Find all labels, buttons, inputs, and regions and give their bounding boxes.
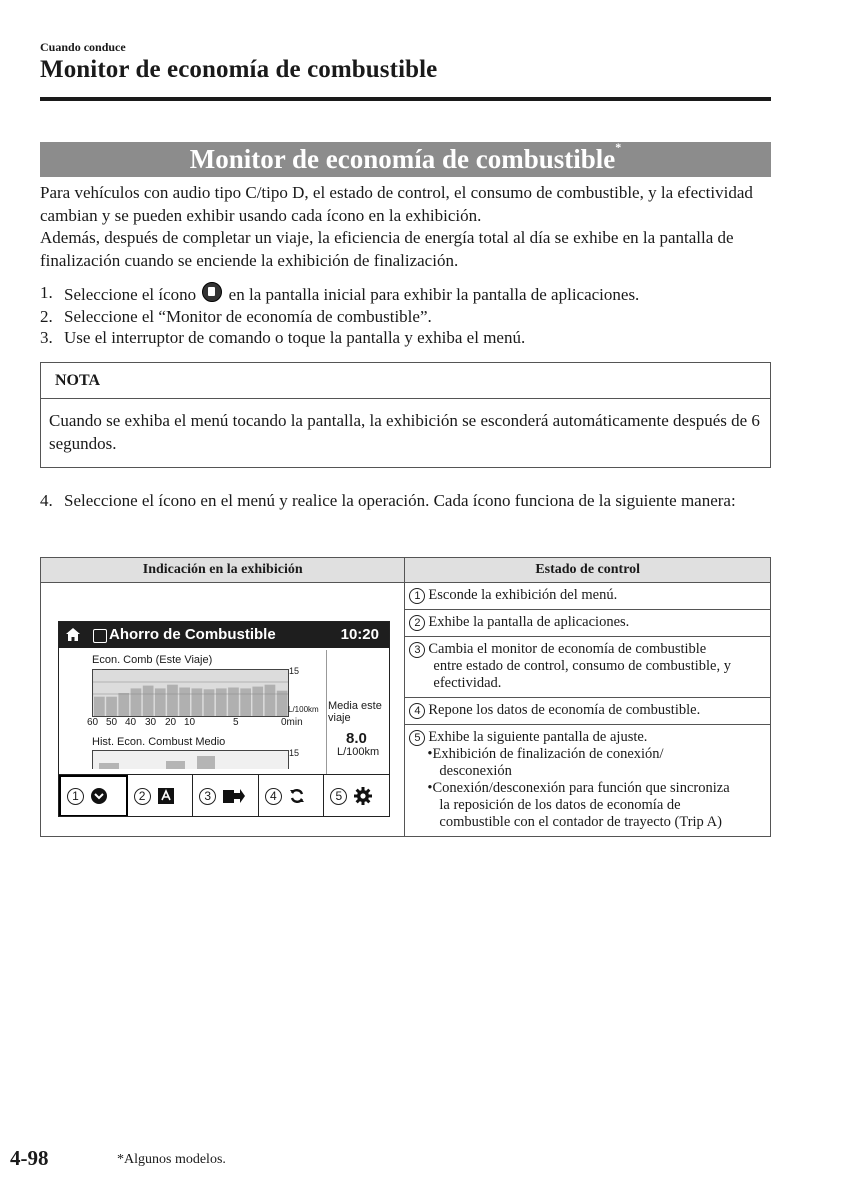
- menu-number: 5: [330, 788, 347, 805]
- step-number: 4.: [40, 491, 53, 510]
- step-3: [40, 327, 775, 349]
- step-2: [40, 306, 775, 328]
- step-number: 3.: [40, 328, 53, 347]
- chart-bar: [240, 688, 251, 716]
- chart-bar: [155, 688, 166, 716]
- step-number: 1.: [40, 283, 53, 302]
- chart-bar: [228, 688, 239, 717]
- control-description: [405, 725, 771, 837]
- item-number: 4: [409, 703, 425, 719]
- chart-1-unit: L/100km: [288, 705, 319, 714]
- chart-1-max-label: 15: [289, 666, 300, 676]
- applications-button[interactable]: [128, 775, 194, 817]
- menu-number: 3: [199, 788, 216, 805]
- settings-button[interactable]: [324, 775, 389, 817]
- axis-tick-label: 0min: [281, 717, 303, 728]
- chart-2-bars: [93, 751, 288, 769]
- chevron-down-icon: [91, 788, 107, 804]
- chart-bar: [179, 688, 190, 717]
- gear-icon: [354, 787, 372, 805]
- item-text: Exhibe la siguiente pantalla de ajuste.: [428, 729, 648, 745]
- control-description: [405, 637, 771, 698]
- chart-2-label: Hist. Econ. Combust Medio: [92, 736, 226, 748]
- step-1: [40, 282, 775, 306]
- table-row: [41, 583, 771, 610]
- chart-1-bars: [93, 670, 288, 716]
- title-rule: [40, 97, 771, 101]
- intro-paragraph-1: Para vehículos con audio tipo C/tipo D, el estado de control, el consumo de combustible, y la efectividad cambian y se pueden exhibir usando cada ícono en la exhibición.: [40, 183, 753, 225]
- axis-tick-label: 20: [165, 717, 177, 728]
- note-body: Cuando se exhiba el menú tocando la pantalla, la exhibición se esconderá automáticamente después de 6 segundos.: [49, 411, 760, 453]
- step-number: 2.: [40, 306, 53, 326]
- table-header: Indicación en la exhibición: [41, 558, 405, 583]
- intro-text: [40, 182, 775, 272]
- home-icon: [66, 628, 80, 641]
- step-text: Seleccione el “Monitor de economía de combustible”.: [64, 306, 432, 326]
- screen-menu: [59, 774, 389, 817]
- fuel-economy-screen: [58, 621, 390, 817]
- average-value: 8.0: [346, 730, 367, 747]
- axis-tick-label: 50: [106, 717, 118, 728]
- footnote: *Algunos modelos.: [117, 1152, 226, 1167]
- app-icon: [93, 629, 107, 643]
- item-text: efectividad.: [433, 675, 502, 691]
- bullet-item: desconexión: [439, 763, 512, 779]
- section-label: Cuando conduce: [40, 40, 126, 54]
- axis-tick-label: 30: [145, 717, 157, 728]
- table-header: Estado de control: [405, 558, 771, 583]
- chart-bar: [94, 697, 105, 716]
- step-text: Use el interruptor de comando o toque la pantalla y exhiba el menú.: [64, 328, 526, 347]
- control-description: [405, 583, 771, 610]
- chart-2-max-label: 15: [289, 748, 300, 758]
- switch-monitor-button[interactable]: [193, 775, 259, 817]
- item-text: Cambia el monitor de economía de combustible: [428, 641, 707, 657]
- applications-icon: [202, 282, 222, 302]
- chart-bar: [252, 687, 263, 716]
- chart-bar: [204, 689, 215, 716]
- reset-button[interactable]: [259, 775, 325, 817]
- chart-bar: [143, 686, 154, 716]
- item-number: 3: [409, 642, 425, 658]
- bullet-item: la reposición de los datos de economía de: [439, 797, 681, 813]
- chart-bar: [192, 688, 203, 716]
- step-1-after: en la pantalla inicial para exhibir la pantalla de aplicaciones.: [228, 285, 640, 304]
- average-unit: L/100km: [337, 746, 380, 758]
- chart-bar: [265, 685, 276, 716]
- item-text: Exhibe la pantalla de aplicaciones.: [428, 614, 630, 630]
- bullet-item: •Conexión/desconexión para función que sincroniza: [427, 780, 730, 796]
- chart-2: [92, 750, 289, 769]
- steps-list: [40, 282, 775, 349]
- bullet-item: •Exhibición de finalización de conexión/: [427, 746, 664, 762]
- screen-title: Ahorro de Combustible: [109, 626, 276, 643]
- bullet-item: combustible con el contador de trayecto (Trip A): [439, 814, 722, 830]
- hide-menu-button[interactable]: [59, 775, 128, 817]
- chart-bar: [277, 691, 288, 716]
- chart-1: [92, 669, 289, 717]
- banner-title: Monitor de economía de combustible: [189, 144, 616, 174]
- step-4: [40, 490, 775, 513]
- reset-icon: [289, 788, 305, 804]
- item-number: 2: [409, 615, 425, 631]
- page-title: Monitor de economía de combustible: [40, 56, 438, 83]
- control-description: [405, 610, 771, 637]
- screen-clock: 10:20: [340, 626, 379, 643]
- chart-bar: [106, 697, 117, 716]
- chart-bar: [118, 693, 129, 716]
- chart-1-label: Econ. Comb (Este Viaje): [92, 654, 213, 666]
- switch-icon: [223, 788, 245, 804]
- menu-number: 1: [67, 788, 84, 805]
- menu-number: 2: [134, 788, 151, 805]
- app-icon: [158, 788, 174, 804]
- step-text: [64, 282, 639, 306]
- note-heading: NOTA: [41, 363, 770, 399]
- item-text: entre estado de control, consumo de combustible, y: [433, 658, 731, 674]
- control-description: [405, 698, 771, 725]
- step-text: Seleccione el ícono en el menú y realice la operación. Cada ícono funciona de la siguiente manera:: [64, 491, 736, 510]
- item-text: Repone los datos de economía de combustible.: [428, 702, 701, 718]
- average-label-line-2: viaje: [328, 712, 351, 724]
- item-number: 5: [409, 730, 425, 746]
- axis-tick-label: 5: [233, 717, 239, 728]
- screen-header: [59, 622, 389, 648]
- chart-bar: [216, 688, 227, 716]
- average-label-line-1: Media este: [328, 700, 382, 712]
- display-illustration-cell: [41, 583, 405, 837]
- menu-number: 4: [265, 788, 282, 805]
- banner-asterisk: *: [615, 140, 622, 154]
- average-label: [328, 700, 382, 724]
- axis-tick-label: 40: [125, 717, 137, 728]
- page-number: 4-98: [10, 1146, 49, 1170]
- intro-paragraph-2: Además, después de completar un viaje, la eficiencia de energía total al día se exhibe en la pantalla de finalización cuando se enciende la exhibición de finalización.: [40, 228, 734, 270]
- item-text: Esconde la exhibición del menú.: [428, 587, 618, 603]
- chart-bar: [131, 688, 142, 716]
- chart-bar: [167, 685, 178, 716]
- table-header-row: [41, 558, 771, 583]
- axis-tick-label: 60: [87, 717, 99, 728]
- step-1-before: Seleccione el ícono: [64, 285, 197, 304]
- control-table: [40, 557, 771, 837]
- section-banner: [40, 142, 771, 177]
- axis-tick-label: 10: [184, 717, 196, 728]
- note-box: [40, 362, 771, 468]
- item-number: 1: [409, 588, 425, 604]
